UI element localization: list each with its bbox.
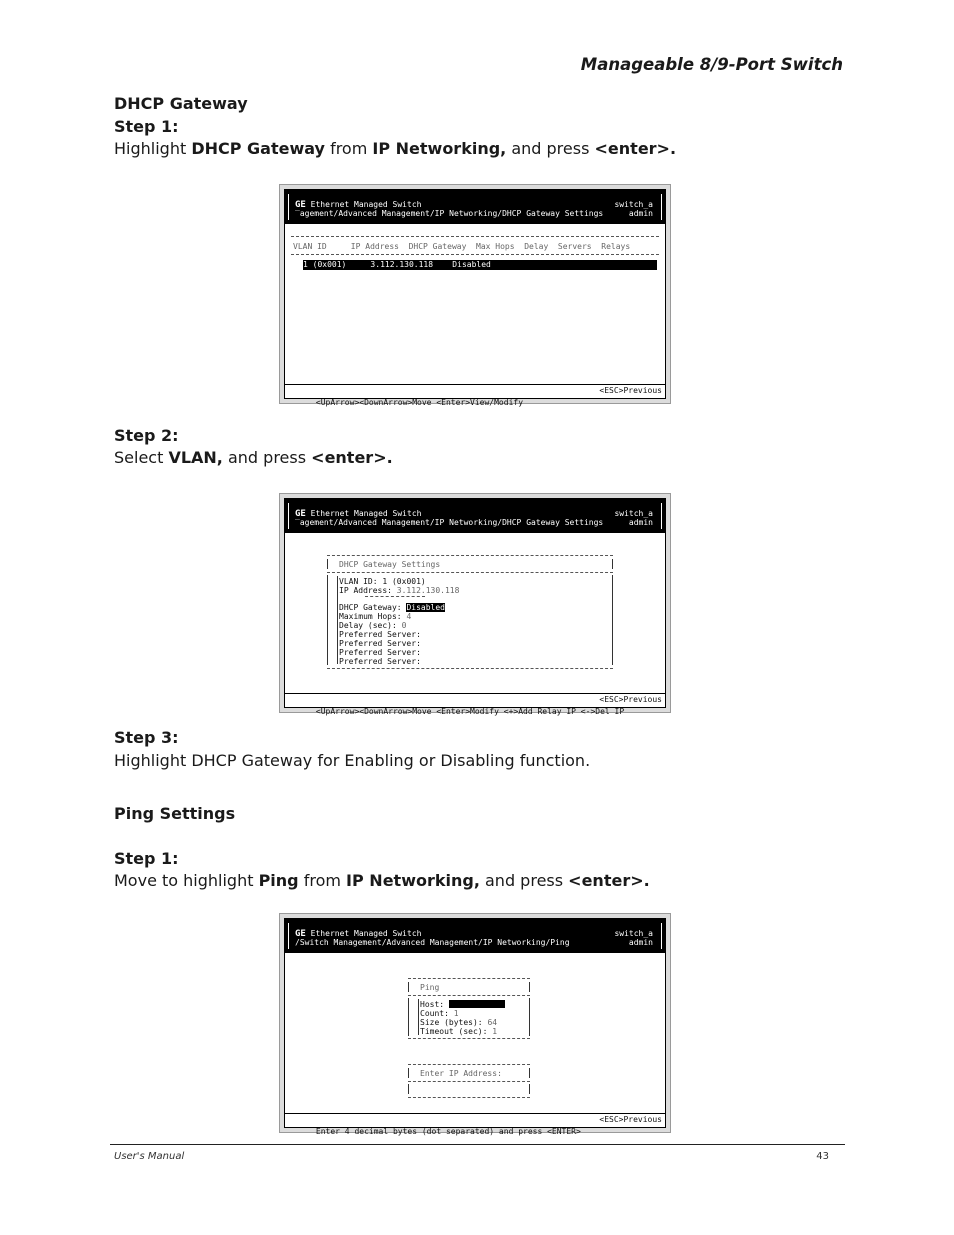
step-label: Step 2: <box>114 426 179 445</box>
terminal-screen <box>284 498 666 716</box>
divider <box>291 236 659 237</box>
terminal-screenshot <box>279 184 671 407</box>
step-instruction: Select VLAN, and press <enter>. <box>114 448 393 467</box>
field-host[interactable]: Host: <box>420 1000 505 1009</box>
settings-dialog <box>327 555 613 673</box>
user-role: admin <box>628 518 653 527</box>
terminal-title: Ethernet Managed Switch <box>310 200 422 209</box>
terminal-screenshot <box>279 913 671 1136</box>
field-count[interactable]: Count: 1 <box>420 1009 459 1018</box>
field-delay[interactable]: Delay (sec): 0 <box>339 621 407 630</box>
field-preferred-server[interactable]: Preferred Server: <box>339 630 421 639</box>
divider <box>291 254 659 255</box>
table-row-selected[interactable]: 1 (0x001) 3.112.130.118 Disabled <box>303 260 657 270</box>
footer-rule <box>110 1144 845 1145</box>
ge-logo: GE <box>295 929 306 939</box>
terminal-screen <box>284 189 666 407</box>
key-hints: <UpArrow><DownArrow>Move <Enter>Modify <+>Add Relay IP <->Del IP <box>315 707 625 716</box>
section-heading-dhcp-gateway: DHCP Gateway <box>114 94 248 113</box>
dialog-title: DHCP Gateway Settings <box>339 560 441 569</box>
terminal-help-bar <box>285 693 665 716</box>
field-size[interactable]: Size (bytes): 64 <box>420 1018 498 1027</box>
terminal-title: Ethernet Managed Switch <box>310 509 422 518</box>
esc-hint: <ESC>Previous <box>599 695 662 704</box>
step-instruction: Highlight DHCP Gateway for Enabling or Disabling function. <box>114 751 591 770</box>
field-preferred-server[interactable]: Preferred Server: <box>339 657 421 666</box>
field-ip-address: IP Address: 3.112.130.118 <box>339 586 460 595</box>
user-role: admin <box>628 938 653 947</box>
key-hints: Enter 4 decimal bytes (dot separated) and press <ENTER> <box>315 1127 581 1136</box>
user-role: admin <box>628 209 653 218</box>
terminal-title-bar <box>285 919 665 953</box>
terminal-title-bar <box>285 190 665 224</box>
username: switch_a <box>614 929 653 938</box>
field-timeout[interactable]: Timeout (sec): 1 <box>420 1027 498 1036</box>
terminal-screenshot <box>279 493 671 716</box>
section-heading-ping-settings: Ping Settings <box>114 804 236 823</box>
menu-path: /Switch Management/Advanced Management/IP Networking/Ping <box>295 938 570 947</box>
step-instruction: Move to highlight Ping from IP Networking, and press <enter>. <box>114 871 650 890</box>
terminal-help-bar <box>285 1113 665 1136</box>
dhcp-gateway-value[interactable]: Disabled <box>406 603 445 612</box>
terminal-help-bar <box>285 384 665 407</box>
key-hints: <UpArrow><DownArrow>Move <Enter>View/Modify <box>315 398 524 407</box>
footer-manual-label: User's Manual <box>114 1151 185 1162</box>
column-headers: VLAN ID IP Address DHCP Gateway Max Hops Delay Servers Relays <box>293 242 631 251</box>
field-vlan-id: VLAN ID: 1 (0x001) <box>339 577 426 586</box>
username: switch_a <box>614 509 653 518</box>
field-dhcp-gateway[interactable]: DHCP Gateway: Disabled <box>339 603 445 612</box>
esc-hint: <ESC>Previous <box>599 386 662 395</box>
terminal-screen <box>284 918 666 1136</box>
ge-logo: GE <box>295 509 306 519</box>
page-number: 43 <box>816 1151 829 1162</box>
field-preferred-server[interactable]: Preferred Server: <box>339 648 421 657</box>
prompt-text: Enter IP Address: <box>420 1069 502 1078</box>
terminal-title-bar <box>285 499 665 533</box>
step-label: Step 1: <box>114 849 179 868</box>
ping-dialog <box>408 978 530 1040</box>
field-maximum-hops[interactable]: Maximum Hops: 4 <box>339 612 412 621</box>
terminal-title: Ethernet Managed Switch <box>310 929 422 938</box>
field-preferred-server[interactable]: Preferred Server: <box>339 639 421 648</box>
menu-path: ‾agement/Advanced Management/IP Networking/DHCP Gateway Settings <box>295 209 604 218</box>
running-header: Manageable 8/9-Port Switch <box>580 55 843 74</box>
menu-path: ‾agement/Advanced Management/IP Networking/DHCP Gateway Settings <box>295 518 604 527</box>
step-label: Step 1: <box>114 117 179 136</box>
dialog-title: Ping <box>420 983 440 992</box>
username: switch_a <box>614 200 653 209</box>
host-input[interactable] <box>449 1000 505 1008</box>
prompt-box <box>408 1064 530 1102</box>
ge-logo: GE <box>295 200 306 210</box>
step-instruction: Highlight DHCP Gateway from IP Networking, and press <enter>. <box>114 139 677 158</box>
step-label: Step 3: <box>114 728 179 747</box>
esc-hint: <ESC>Previous <box>599 1115 662 1124</box>
